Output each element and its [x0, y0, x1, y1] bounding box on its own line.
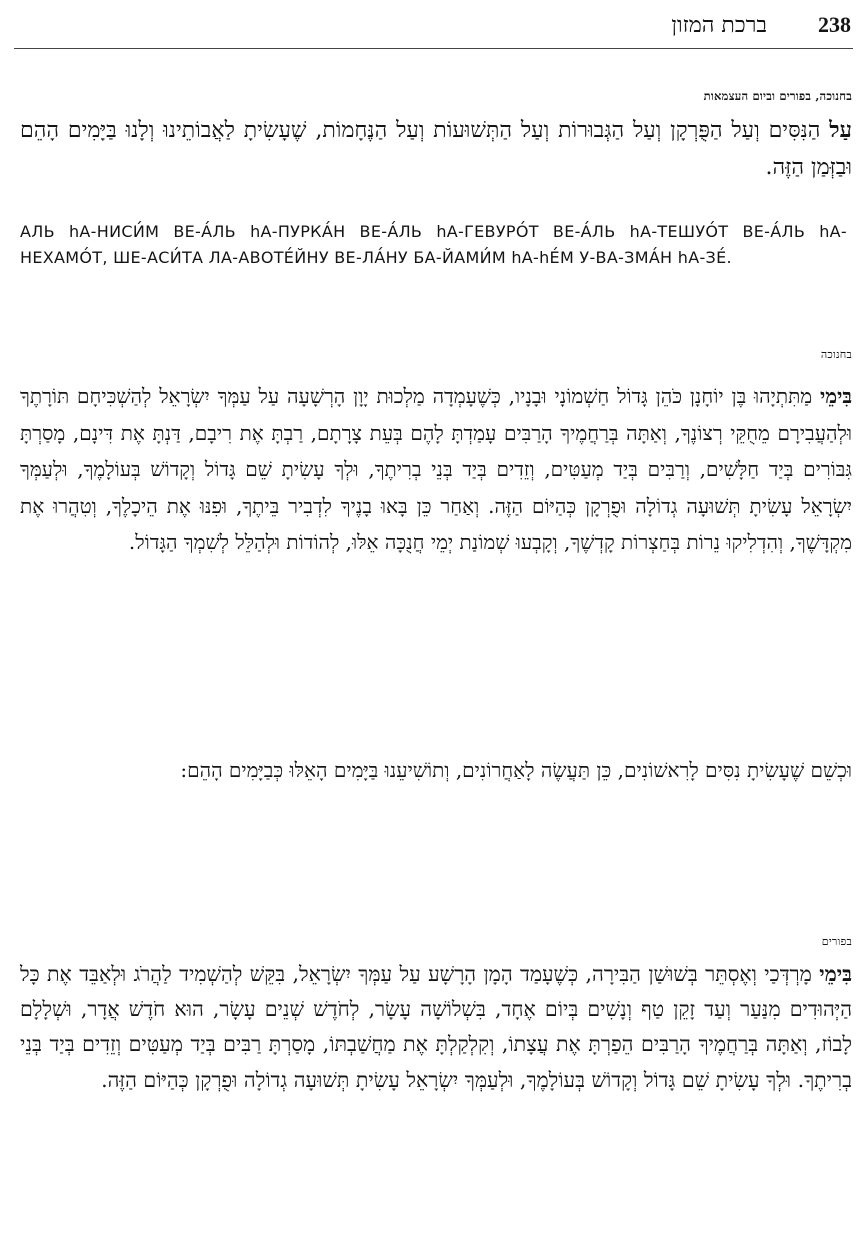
purim-paragraph — [20, 957, 852, 1098]
purim-lead-word: בִּימֵי — [819, 962, 852, 986]
running-title: ברכת המזון — [671, 13, 767, 38]
chanuka-lead-word: בִּימֵי — [820, 384, 853, 408]
al-hanisim-paragraph — [20, 112, 852, 186]
header-divider — [14, 48, 853, 49]
chanuka-label: בחנוכה — [820, 348, 852, 361]
al-hanisim-transliteration: АЛЬ hА-НИСИ́М ВЕ-А́ЛЬ hА-ПУРКА́Н ВЕ-А́ЛЬ hА-ГЕВУРО́Т ВЕ-А́ЛЬ hА-ТЕШУО́Т ВЕ-А́ЛЬ hА-НЕХАМО́Т, ШЕ-АСИ́ТА ЛА-АВОТЕ́ЙНУ ВЕ-ЛА́НУ БА-ЙАМИ́М hА-hЕ́М У-ВА-ЗМА́Н hА-ЗЕ́. — [20, 222, 847, 267]
chanuka-paragraph — [20, 378, 852, 561]
chanuka-text: מַתִּתְיָהוּ בֶּן יוֹחָנָן כֹּהֵן גָּדוֹל חַשְׁמוֹנָי וּבָנָיו, כְּשֶׁעָמְדָה מַלְכוּת יָוָן הָרְשָׁעָה עַל עַמְּךָ יִשְׂרָאֵל לְהַשְׁכִּיחָם תּוֹרָתֶךָ וּלְהַעֲבִירָם מֵחֻקֵּי רְצוֹנֶךָ, וְאַתָּה בְּרַחֲמֶיךָ הָרַבִּים עָמַדְתָּ לָהֶם בְּעֵת צָרָתָם, רַבְתָּ אֶת רִיבָם, דַּנְתָּ אֶת דִּינָם, מָסַרְתָּ גִּבּוֹרִים בְּיַד חַלָּשִׁים, וְרַבִּים בְּיַד מְעַטִּים, וְזֵדִים בְּיַד בְּנֵי בְרִיתֶךָ, וּלְךָ עָשִׂיתָ שֵׁם גָּדוֹל וְקָדוֹשׁ בְּעוֹלָמֶךָ, וּלְעַמְּךָ יִשְׂרָאֵל עָשִׂיתָ תְּשׁוּעָה גְדוֹלָה וּפֻרְקָן כְּהַיּוֹם הַזֶּה. וְאַחַר כֵּן בָּאוּ בָנֶיךָ לִדְבִיר בֵּיתֶךָ, וּפִנּוּ אֶת הֵיכָלֶךָ, וְטִהֲרוּ אֶת מִקְדָּשֶׁךָ, וְהִדְלִיקוּ נֵרוֹת בְּחַצְרוֹת קָדְשֶׁךָ, וְקָבְעוּ שְׁמוֹנַת יְמֵי חֲנֻכָּה אֵלּוּ, לְהוֹדוֹת וּלְהַלֵּל לְשִׁמְךָ הַגָּדוֹל. — [20, 384, 852, 554]
page-header — [0, 0, 867, 44]
al-hanisim-lead-word: עַל — [829, 117, 852, 143]
chanuka-closing-paragraph: וּכְשֵׁם שֶׁעָשִׂיתָ נִסִּים לָרִאשׁוֹנִים, כֵּן תַּעֲשֶׂה לָאַחֲרוֹנִים, וְתוֹשִׁיעֵנוּ בַּיָּמִים הָאֵלּוּ כְּבַיָּמִים הָהֵם: — [180, 758, 852, 782]
purim-text: מָרְדְּכַי וְאֶסְתֵּר בְּשׁוּשַׁן הַבִּירָה, כְּשֶׁעָמַד הָמָן הָרָשָׁע עַל עַמְּךָ יִשְׂרָאֵל, בִּקֵּשׁ לְהַשְׁמִיד לַהֲרֹג וּלְאַבֵּד אֶת כָּל הַיְּהוּדִים מִנַּעַר וְעַד זָקֵן טַף וְנָשִׁים בְּיוֹם אֶחָד, בִּשְׁלוֹשָׁה עָשָׂר, לְחֹדֶשׁ שְׁנֵים עָשָׂר, הוּא חֹדֶשׁ אֲדָר, וּשְׁלָלָם לָבוֹז, וְאַתָּה בְּרַחֲמֶיךָ הָרַבִּים הֵפַרְתָּ אֶת עֲצָתוֹ, וְקִלְקַלְתָּ אֶת מַחֲשַׁבְתּוֹ, מָסַרְתָּ רַבִּים בְּיַד מְעַטִּים וְזֵדִים בְּיַד בְּנֵי בְרִיתֶךָ. וּלְךָ עָשִׂיתָ שֵׁם גָּדוֹל וְקָדוֹשׁ בְּעוֹלָמֶךָ, וּלְעַמְּךָ יִשְׂרָאֵל עָשִׂיתָ תְּשׁוּעָה גְדוֹלָה וּפֻרְקָן כְּהַיּוֹם הַזֶּה. — [20, 962, 852, 1092]
al-hanisim-text: הַנִּסִּים וְעַל הַפֻּרְקָן וְעַל הַגְּבוּרוֹת וְעַל הַתְּשׁוּעוֹת וְעַל הַנֶּחָמוֹת, שֶׁעָשִׂיתָ לַאֲבוֹתֵינוּ וְלָנוּ בַּיָּמִים הָהֵם וּבַזְּמַן הַזֶּה. — [20, 118, 852, 180]
al-hanisim-label: בחנוכה, בפורים וביום העצמאות — [703, 89, 852, 103]
page-number: 238 — [818, 12, 851, 37]
purim-label: בפורים — [821, 935, 852, 948]
